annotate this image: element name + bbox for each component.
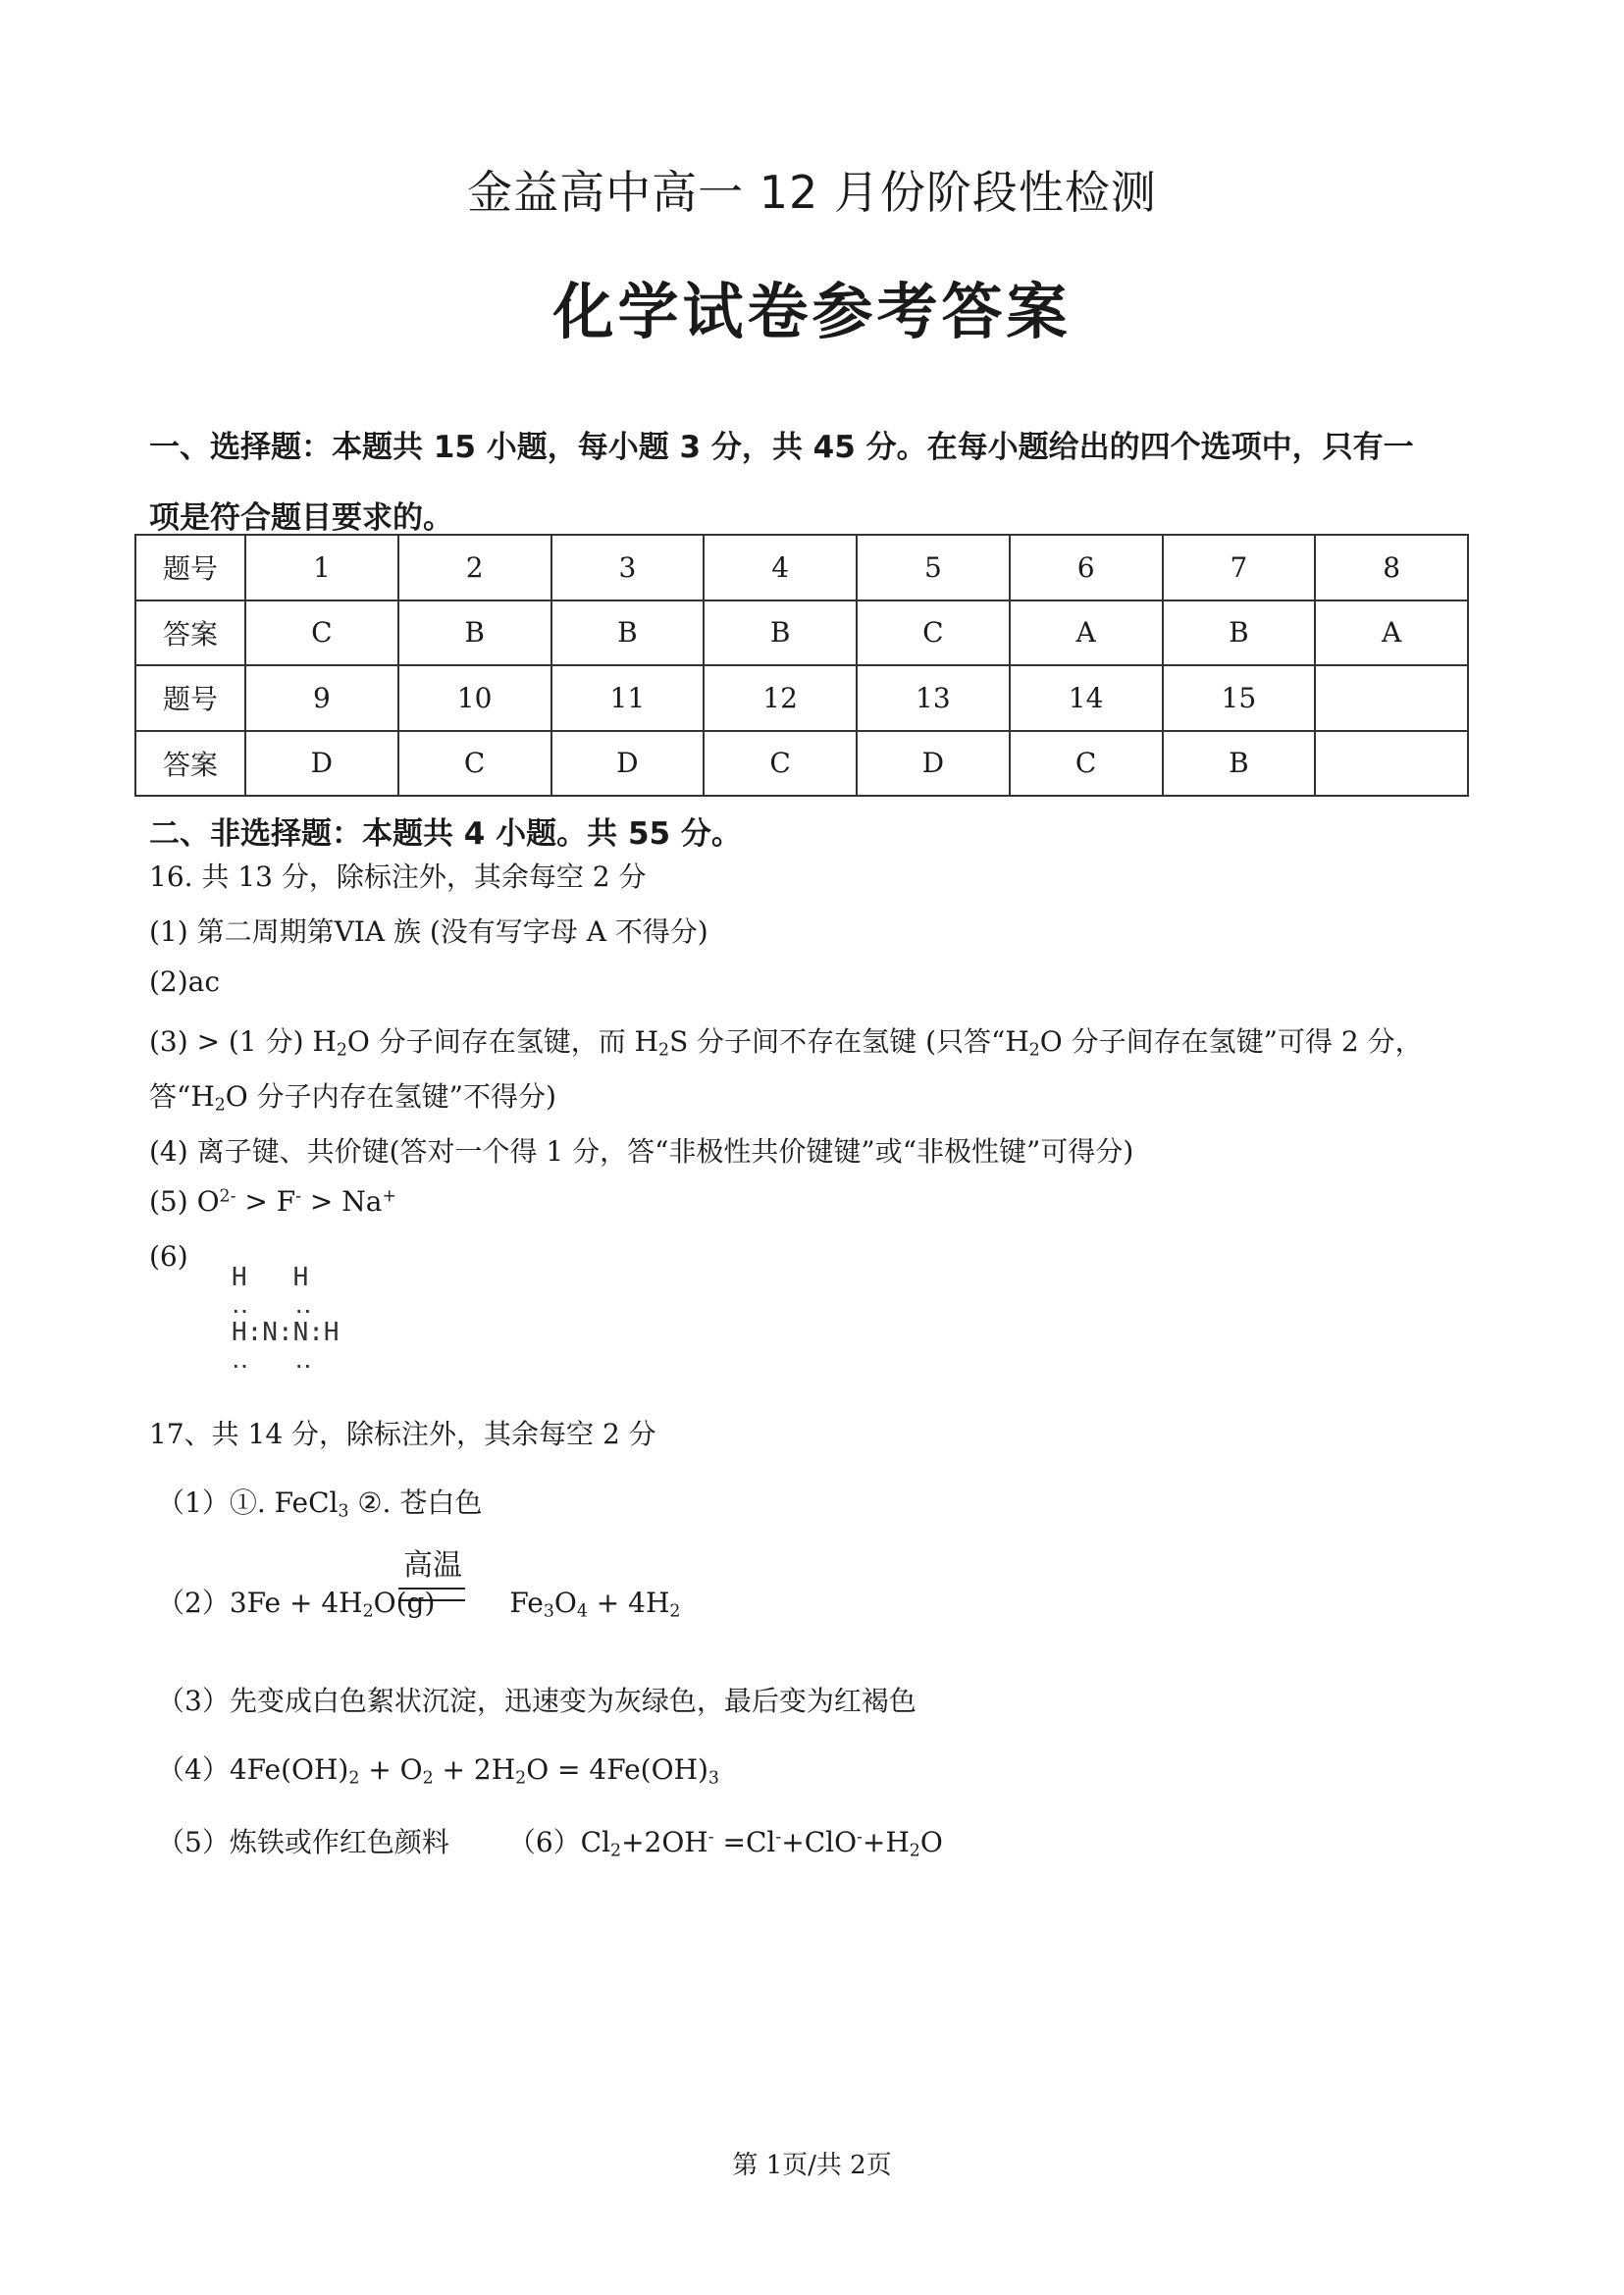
table-row-label: 答案 (135, 600, 245, 666)
page-title: 金益高中高一 12 月份阶段性检测 (467, 166, 1157, 219)
table-cell: C (398, 731, 551, 797)
table-row (135, 535, 1468, 600)
table-cell: B (398, 600, 551, 666)
table-cell: 14 (1010, 665, 1163, 731)
table-cell: 4 (704, 535, 857, 600)
table-cell: 13 (857, 665, 1010, 731)
table-cell: B (1163, 600, 1316, 666)
table-cell: 12 (704, 665, 857, 731)
table-cell: D (245, 731, 398, 797)
table-row (135, 731, 1468, 797)
table-cell (1315, 731, 1468, 797)
table-cell: C (704, 731, 857, 797)
q17-part1: （1）①. FeCl$_3$ ②. 苍白色 (157, 1487, 483, 1522)
q16-part1: (1) 第二周期第VIA 族 (没有写字母 A 不得分) (149, 915, 708, 948)
table-cell: D (551, 731, 705, 797)
table-cell: C (245, 600, 398, 666)
table-cell: 10 (398, 665, 551, 731)
table-cell: D (857, 731, 1010, 797)
table-row-label: 题号 (135, 665, 245, 731)
q16-part5: (5) $O^{2-} > F^- > Na^+$ (149, 1185, 397, 1218)
table-cell: 9 (245, 665, 398, 731)
page-subtitle: 化学试卷参考答案 (552, 276, 1072, 347)
table-cell: A (1010, 600, 1163, 666)
table-cell: 5 (857, 535, 1010, 600)
q16-part4: (4) 离子键、共价键(答对一个得 1 分，答“非极性共价键键”或“非极性键”可得分) (149, 1135, 1134, 1168)
answer-table (134, 534, 1469, 797)
table-row (135, 665, 1468, 731)
hydrazine-electron-formula: H H ‥ ‥ H:N:N:H ‥ ‥ (232, 1263, 340, 1375)
q17-part5-6: （5）炼铁或作红色颜料 $(6)Cl_2+2OH^- =Cl^-+ClO^-+H_2O$ (157, 1826, 943, 1861)
table-cell: 1 (245, 535, 398, 600)
table-row (135, 600, 1468, 666)
table-cell: B (704, 600, 857, 666)
table-cell: C (857, 600, 1010, 666)
q16-part2: (2)ac (149, 965, 221, 998)
q16-header: 16. 共 13 分，除标注外，其余每空 2 分 (149, 861, 647, 893)
table-cell: C (1010, 731, 1163, 797)
table-cell: 15 (1163, 665, 1316, 731)
table-cell: 11 (551, 665, 705, 731)
table-cell: 2 (398, 535, 551, 600)
q16-part6: (6) (149, 1240, 188, 1273)
reaction-condition: 高温 (398, 1540, 467, 1601)
table-cell: 6 (1010, 535, 1163, 600)
q17-part2: $(2)3Fe + 4H_2O(g) Fe_3O_4 + 4H_2$ (157, 1587, 681, 1622)
q17-header: 17、共 14 分，除标注外，其余每空 2 分 (149, 1418, 656, 1450)
section-1-heading: 一、选择题：本题共 15 小题，每小题 3 分，共 45 分。在每小题给出的四个选项中，只有一 项是符合题目要求的。 (149, 430, 1414, 536)
q16-part3-continued: 答“$H_2O$ 分子内存在氢键”不得分) (149, 1080, 556, 1116)
page-footer: 第 1页/共 2页 (732, 2151, 892, 2180)
table-row-label: 题号 (135, 535, 245, 600)
table-cell: 8 (1315, 535, 1468, 600)
q16-part3: (3) > (1 分) $H_2O$ 分子间存在氢键，而 $H_2S$ 分子间不存在氢键 (只答“$H_2O$ 分子间存在氢键”可得 2 分， (149, 1025, 1423, 1061)
q17-part4: $(4)4Fe(OH)_2 + O_2 + 2H_2O = 4Fe(OH)_3$ (157, 1753, 719, 1789)
table-cell: B (551, 600, 705, 666)
table-cell: A (1315, 600, 1468, 666)
table-cell: 7 (1163, 535, 1316, 600)
q17-part3: （3）先变成白色絮状沉淀，迅速变为灰绿色，最后变为红褐色 (157, 1685, 917, 1717)
table-cell: B (1163, 731, 1316, 797)
table-cell: 3 (551, 535, 705, 600)
table-cell (1315, 665, 1468, 731)
table-row-label: 答案 (135, 731, 245, 797)
section-2-heading: 二、非选择题：本题共 4 小题。共 55 分。 (149, 816, 742, 852)
